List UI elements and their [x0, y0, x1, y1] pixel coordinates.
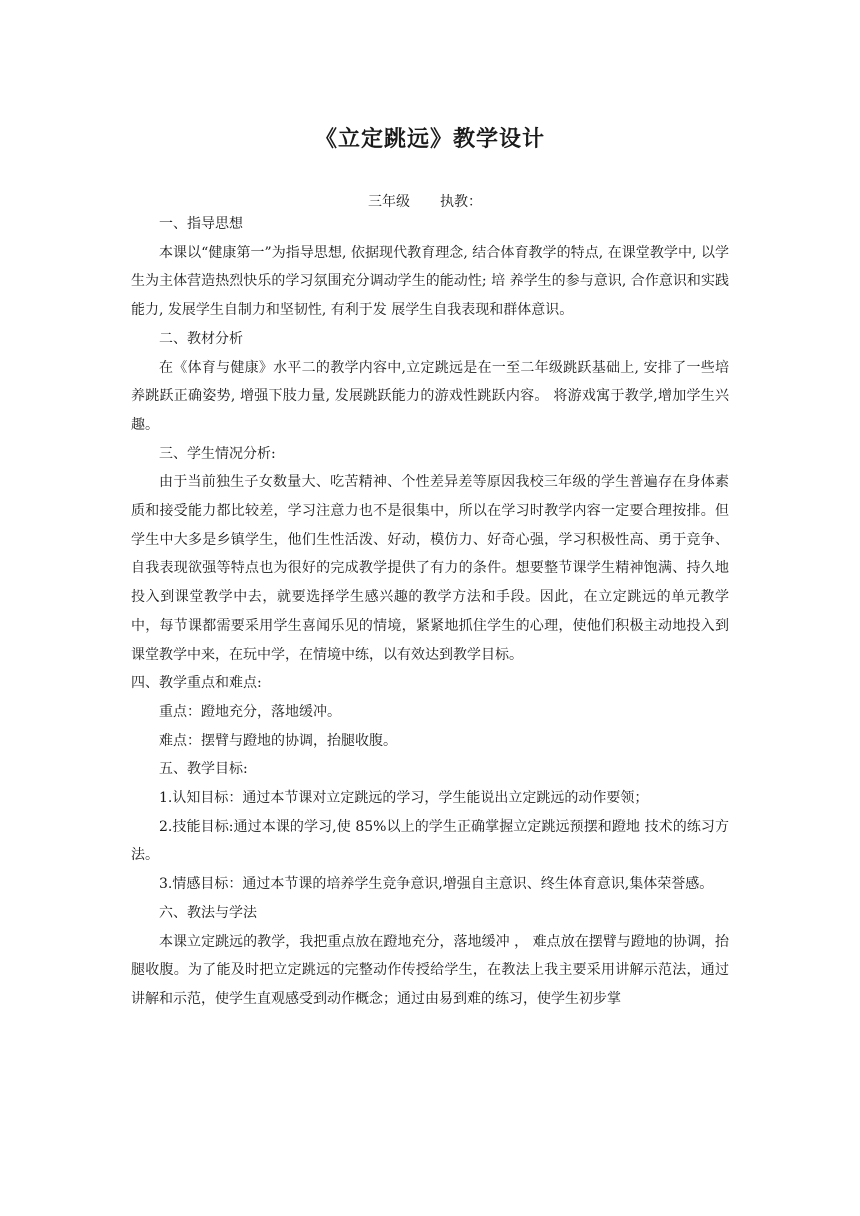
teacher-label: 执教：	[440, 194, 482, 210]
difficulty-line: 难点：摆臂与蹬地的协调，抬腿收腹。	[159, 732, 397, 749]
paragraph-guiding-thought: 本课以“健康第一”为指导思想, 依据现代教育理念, 结合体育教学的特点, 在课堂教学中, 以学生为主体营造热烈快乐的学习氛围充分调动学生的能动性; 培 养学生的参与意识, 合作意识和实践能力, 发展学生自制力和坚韧性, 有利于发 展学生自我表现和群体意识。	[131, 244, 729, 319]
section-heading-material-analysis: 二、教材分析	[159, 330, 243, 347]
goal-skill: 2.技能目标:通过本课的学习,使 85%以上的学生正确掌握立定跳远预摆和蹬地 技术的练习方法。	[131, 818, 729, 864]
grade-label: 三年级	[368, 194, 410, 210]
key-point-line: 重点：蹬地充分，落地缓冲。	[159, 703, 341, 720]
paragraph-material-analysis: 在《体育与健康》水平二的教学内容中,立定跳远是在一至二年级跳跃基础上, 安排了一些培养跳跃正确姿势, 增强下肢力量, 发展跳跃能力的游戏性跳跃内容。 将游戏寓于教学,增加学生兴趣。	[131, 359, 729, 433]
paragraph-student-analysis: 由于当前独生子女数量大、吃苦精神、个性差异差等原因我校三年级的学生普遍存在身体素质和接受能力都比较差，学习注意力也不是很集中，所以在学习时教学内容一定要合理按排。但学生中大多是乡镇学生，他们生性活泼、好动，模仿力、好奇心强，学习积极性高、勇于竞争、自我表现欲强等特点也为很好的完成教学提供了有力的条件。想要整节课学生精神饱满、持久地投入到课堂教学中去，就要选择学生感兴趣的教学方法和手段。因此，在立定跳远的单元教学中，每节课都需要采用学生喜闻乐见的情境，紧紧地抓住学生的心理，使他们积极主动地投入到课堂教学中来，在玩中学，在情境中练，以有效达到教学目标。	[131, 474, 729, 663]
section-heading-student-analysis: 三、学生情况分析:	[159, 445, 276, 462]
section-heading-key-points: 四、教学重点和难点:	[131, 675, 262, 692]
document-meta	[368, 192, 482, 212]
section-heading-teaching-goals: 五、教学目标:	[159, 761, 248, 778]
goal-cognitive: 1.认知目标：通过本节课对立定跳远的学习，学生能说出立定跳远的动作要领；	[159, 790, 649, 807]
document-title: 《立定跳远》教学设计	[314, 126, 545, 152]
section-heading-guiding-thought: 一、指导思想	[159, 216, 243, 232]
section-heading-methods: 六、教法与学法	[159, 904, 257, 921]
paragraph-methods: 本课立定跳远的教学，我把重点放在蹬地充分，落地缓冲 ， 难点放在摆臂与蹬地的协调，抬腿收腹。为了能及时把立定跳远的完整动作传授给学生，在教法上我主要采用讲解示范法，通过讲解和示范，使学生直观感受到动作概念；通过由易到难的练习，使学生初步掌	[131, 933, 729, 1007]
document-body	[131, 210, 729, 1014]
goal-affective: 3.情感目标：通过本节课的培养学生竞争意识,增强自主意识、终生体育意识,集体荣誉感。	[159, 876, 714, 893]
